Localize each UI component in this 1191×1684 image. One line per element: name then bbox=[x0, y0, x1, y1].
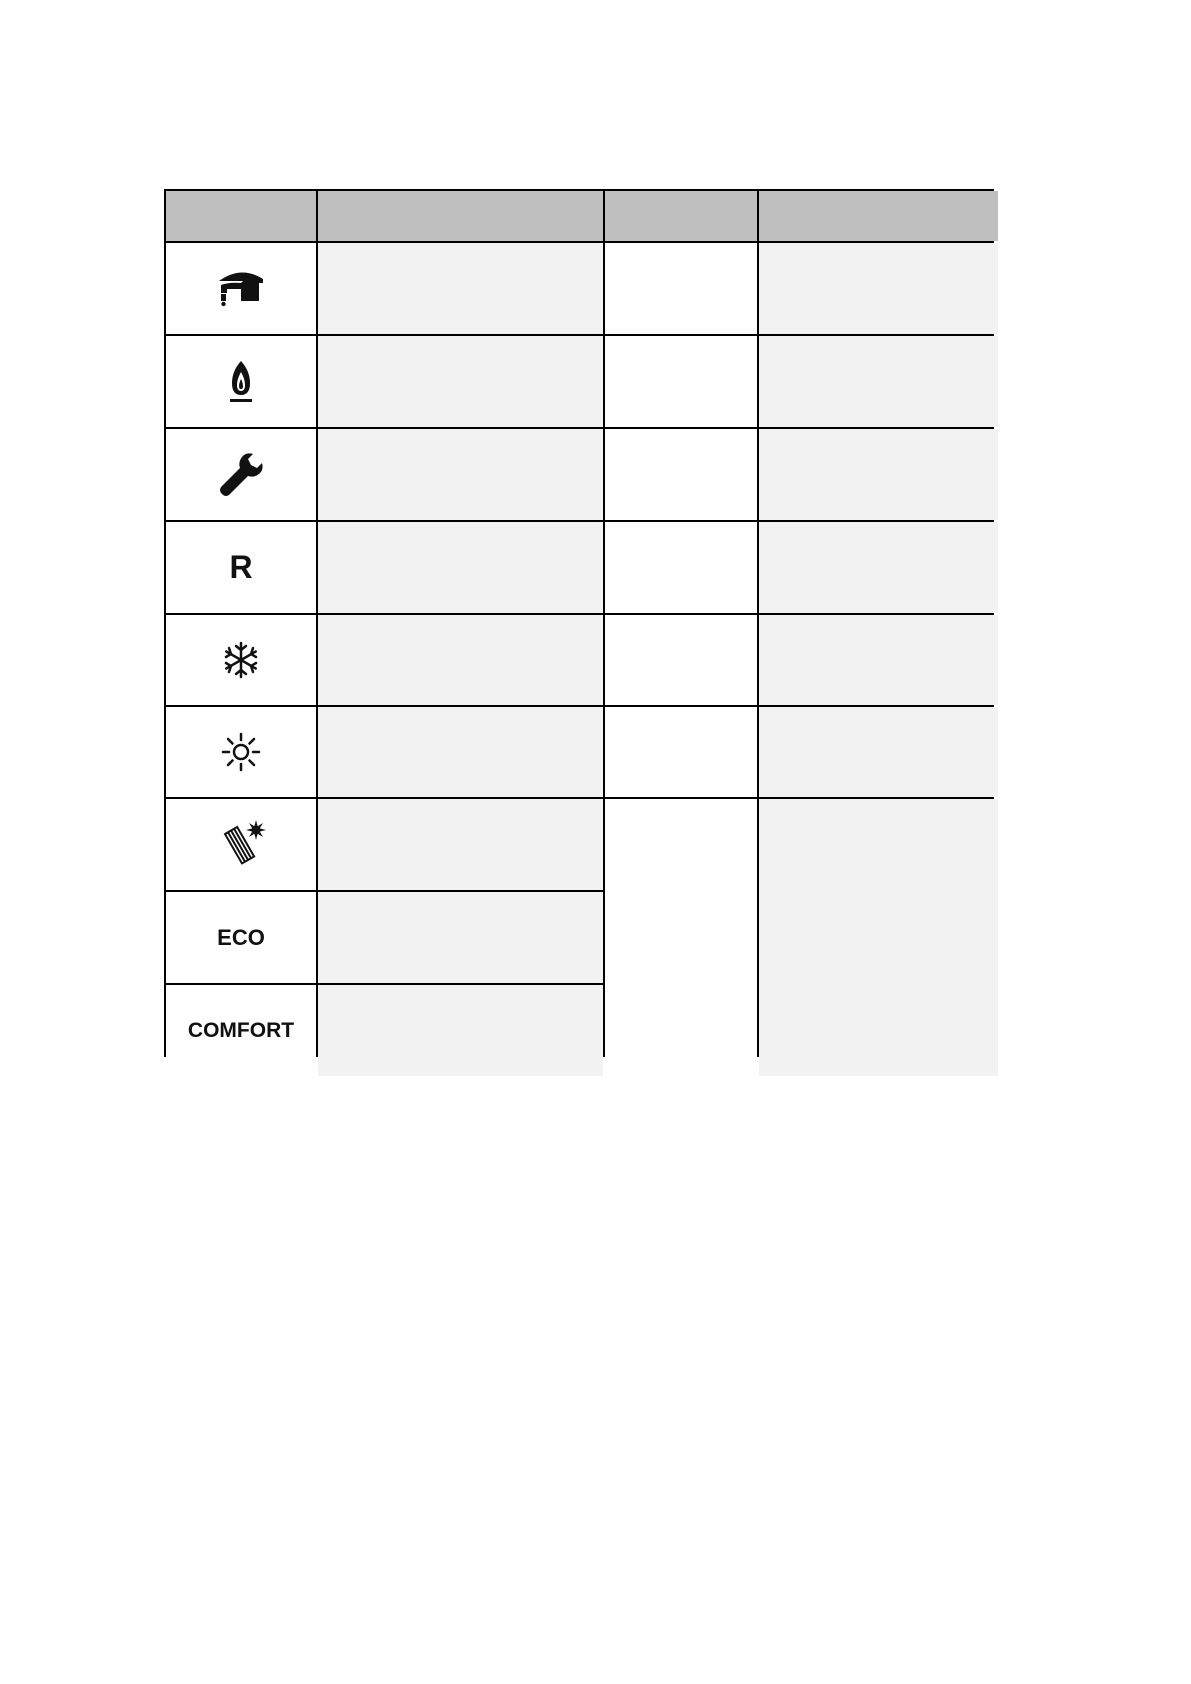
table-row-icon-cell bbox=[166, 429, 316, 520]
table-row-notes bbox=[759, 243, 998, 334]
flame-icon bbox=[226, 359, 256, 405]
table-row-status bbox=[605, 707, 757, 797]
table-row-status bbox=[605, 429, 757, 520]
table-row-notes bbox=[759, 336, 998, 427]
merged-status-cell bbox=[605, 799, 757, 1076]
table-row-description bbox=[318, 985, 603, 1076]
table-row-notes bbox=[759, 615, 998, 705]
header-cell-symbol bbox=[166, 191, 316, 241]
table-row-notes bbox=[759, 707, 998, 797]
table-row-description bbox=[318, 892, 603, 983]
header-cell-notes bbox=[759, 191, 998, 241]
wrench-icon bbox=[216, 450, 266, 500]
table-row-icon-cell bbox=[166, 615, 316, 705]
eco-icon: ECO bbox=[217, 924, 265, 950]
table-row-description bbox=[318, 429, 603, 520]
table-row-icon-cell bbox=[166, 985, 316, 1076]
table-row-description bbox=[318, 336, 603, 427]
header-cell-description bbox=[318, 191, 603, 241]
table-row-status bbox=[605, 336, 757, 427]
solar-panel-icon bbox=[211, 820, 271, 870]
table-row-icon-cell bbox=[166, 336, 316, 427]
symbol-table bbox=[164, 189, 994, 1057]
table-row-icon-cell bbox=[166, 522, 316, 613]
table-row-status bbox=[605, 522, 757, 613]
tap-hot-water-icon bbox=[213, 269, 269, 309]
table-row-icon-cell bbox=[166, 799, 316, 890]
table-row-notes bbox=[759, 522, 998, 613]
table-row-icon-cell bbox=[166, 707, 316, 797]
reset-icon: R bbox=[229, 549, 253, 585]
table-row-description bbox=[318, 615, 603, 705]
snowflake-icon bbox=[221, 640, 261, 680]
table-row-status bbox=[605, 243, 757, 334]
table-row-icon-cell bbox=[166, 892, 316, 983]
table-row-description bbox=[318, 799, 603, 890]
sun-icon bbox=[221, 732, 261, 772]
table-row-description bbox=[318, 522, 603, 613]
comfort-icon: COMFORT bbox=[187, 1018, 295, 1042]
header-cell-status bbox=[605, 191, 757, 241]
merged-notes-cell bbox=[759, 799, 998, 1076]
table-row-icon-cell bbox=[166, 243, 316, 334]
table-row-description bbox=[318, 243, 603, 334]
table-row-description bbox=[318, 707, 603, 797]
table-row-notes bbox=[759, 429, 998, 520]
table-row-status bbox=[605, 615, 757, 705]
